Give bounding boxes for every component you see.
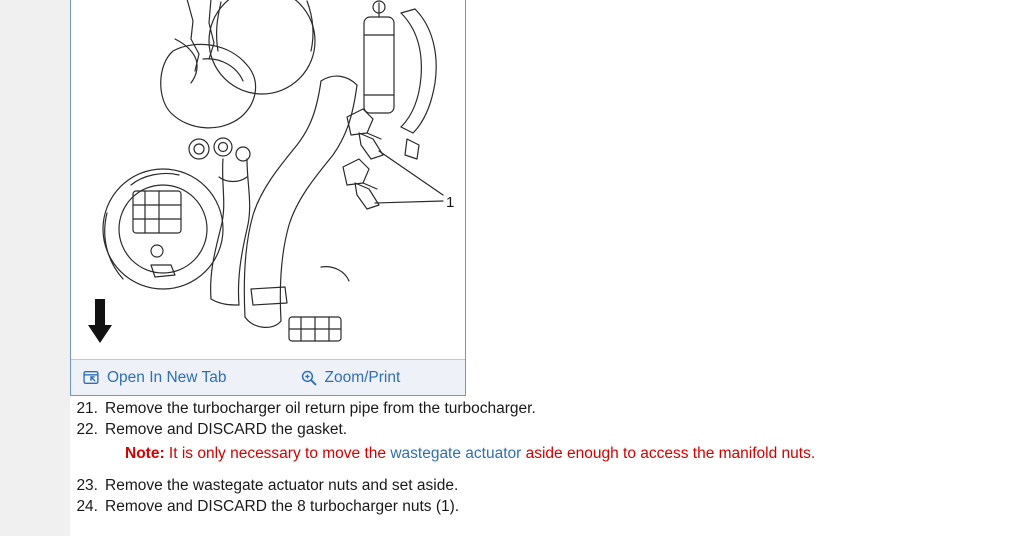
note-text-after: aside enough to access the manifold nuts. [521, 445, 816, 462]
direction-arrow-icon [88, 299, 112, 343]
step-number: 24. [76, 498, 98, 515]
open-in-new-tab-icon [83, 369, 100, 386]
note-label: Note: [125, 445, 165, 462]
zoom-print-label: Zoom/Print [324, 368, 401, 386]
document-page [70, 0, 1020, 536]
procedure-steps [70, 398, 1020, 517]
left-gutter [0, 0, 71, 536]
open-in-new-tab-label: Open In New Tab [107, 368, 227, 386]
step-item [70, 475, 1020, 496]
step-number: 21. [76, 400, 98, 417]
open-in-new-tab-button[interactable] [83, 369, 226, 387]
step-item [70, 398, 1020, 419]
callout-1-label: 1 [446, 194, 455, 211]
step-number: 23. [76, 477, 98, 494]
step-number: 22. [76, 421, 98, 438]
step-text: Remove and DISCARD the 8 turbocharger nuts (1). [105, 498, 460, 515]
step-text: Remove the wastegate actuator nuts and set aside. [105, 477, 459, 494]
step-item [70, 419, 1020, 440]
note-callout [125, 443, 1020, 464]
step-text: Remove and DISCARD the gasket. [105, 421, 348, 438]
step-item [70, 496, 1020, 517]
steps-spacer [70, 467, 1020, 475]
figure-panel [70, 0, 466, 396]
magnifier-icon [300, 369, 317, 386]
zoom-print-button[interactable] [300, 369, 400, 387]
step-text: Remove the turbocharger oil return pipe from the turbocharger. [105, 400, 536, 417]
note-text-before: It is only necessary to move the [164, 445, 391, 462]
turbocharger-diagram [71, 0, 465, 361]
wastegate-actuator-link[interactable]: wastegate actuator [390, 445, 522, 462]
figure-toolbar [71, 359, 465, 395]
